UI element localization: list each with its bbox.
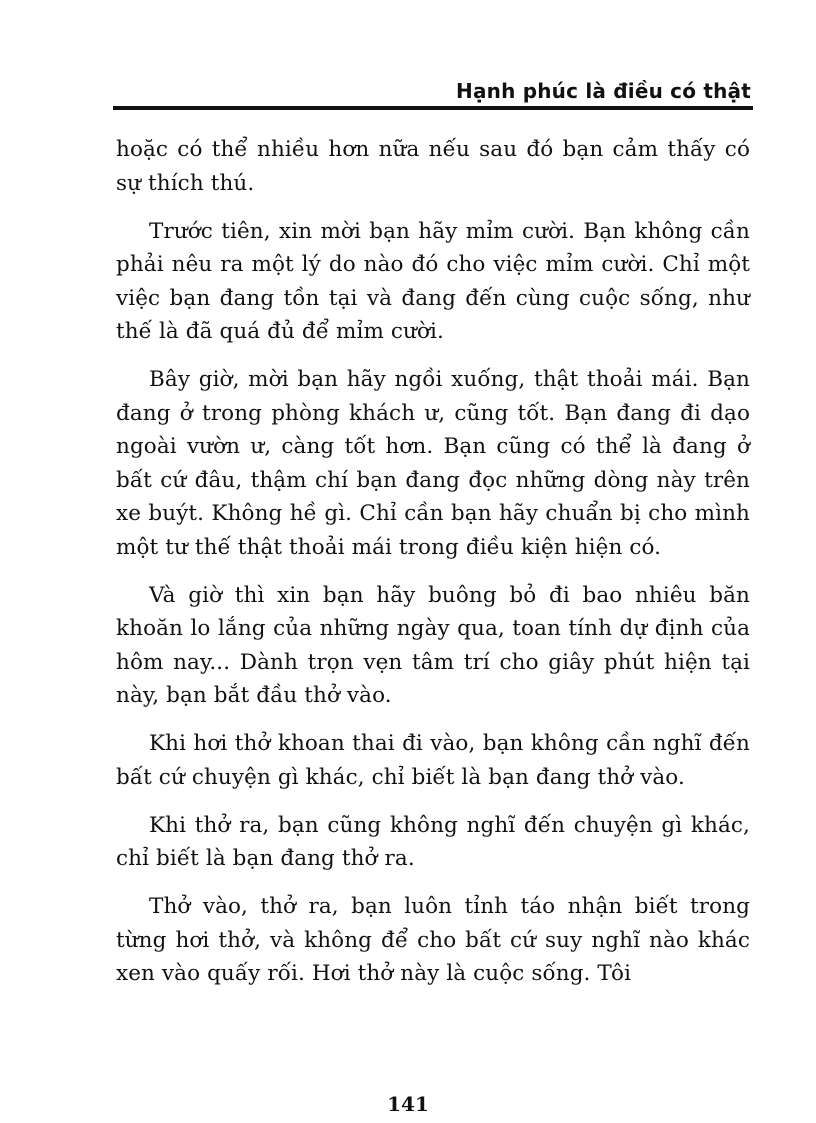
paragraph: Khi hơi thở khoan thai đi vào, bạn không cần nghĩ đến bất cứ chuyện gì khác, chỉ biết là bạn đang thở vào.: [116, 731, 750, 790]
paragraph: Và giờ thì xin bạn hãy buông bỏ đi bao nhiêu băn khoăn lo lắng của những ngày qua, toan tính dự định của hôm nay... Dành trọn vẹn tâm trí cho giây phút hiện tại này, bạn bắt đầu thở vào.: [116, 582, 750, 708]
running-header: [113, 78, 753, 110]
header-rule: [113, 106, 753, 110]
page-number: 141: [387, 1092, 429, 1116]
body-text: [116, 133, 750, 1005]
paragraph-continued: hoặc có thể nhiều hơn nữa nếu sau đó bạn cảm thấy có sự thích thú.: [116, 137, 750, 196]
paragraph: Bây giờ, mời bạn hãy ngồi xuống, thật thoải mái. Bạn đang ở trong phòng khách ư, cũng tốt. Bạn đang đi dạo ngoài vườn ư, càng tốt hơn. Bạn cũng có thể là đang ở bất cứ đâu, thậm chí bạn đang đọc những dòng này trên xe buýt. Không hề gì. Chỉ cần bạn hãy chuẩn bị cho mình một tư thế thật thoải mái trong điều kiện hiện có.: [116, 367, 750, 560]
paragraph: Khi thở ra, bạn cũng không nghĩ đến chuyện gì khác, chỉ biết là bạn đang thở ra.: [116, 812, 750, 871]
running-title: Hạnh phúc là điều có thật: [456, 79, 751, 103]
paragraph: Thở vào, thở ra, bạn luôn tỉnh táo nhận biết trong từng hơi thở, và không để cho bất cứ suy nghĩ nào khác xen vào quấy rối. Hơi thở này là cuộc sống. Tôi: [116, 894, 750, 986]
paragraph: Trước tiên, xin mời bạn hãy mỉm cười. Bạn không cần phải nêu ra một lý do nào đó cho việc mỉm cười. Chỉ một việc bạn đang tồn tại và đang đến cùng cuộc sống, như thế là đã quá đủ để mỉm cười.: [116, 218, 750, 344]
